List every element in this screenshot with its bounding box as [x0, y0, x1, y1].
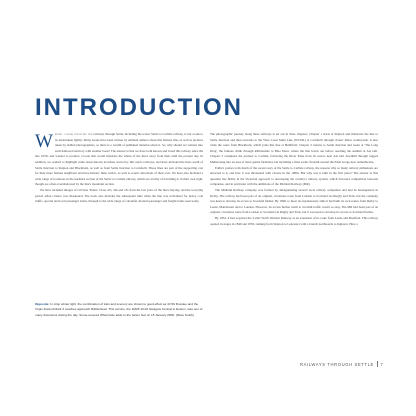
page-number: 7	[380, 361, 384, 367]
right-paragraph-2: Eddie's preface tells much of the recent story of the Settle to Carlisle railway, the reasons why so many railway enthusiasts are attracted to it, and how it was threatened with closure in the 1980s. But why was it built in the first place? The answer to this question lies firmly in the Victorian approach to developing the country's railway system, which favoured competition between companies, and in particular with the ambitions of the Midland Railway (MR).	[210, 165, 378, 187]
right-paragraph-3: The Midland Railway company was formed by amalgamating several local railway companies and had its headquarters in Derby. The railway had been part of an original, circuitous route from London to Scotland via Rugby and York, but the company was keen to develop its access to Scotland further. By 1866, to meet its expansionary aims it had built its own routes from Derby to Leeds, Manchester and to London. However, its access further north to Scottish traffic wasn't so easy. The MR had been part of an original, circuitous route from London to Scotland via Rugby and York, but it was keen to develop its access to Scotland further.	[210, 187, 378, 215]
caption-text: In crisp winter light, the combination of train and scenery are shown to good effect as 47/49 Rosslee and the Virgin-liveried Mark 3 coaches approach Ribblehead. This service, the 1M26 10.02 Glasgow Central to Euston, was one of many diversions during the day. Snow-covered Whernside adds to the winter feel on 15 January 2000. (Dave Smith)	[35, 302, 203, 317]
caption-label: Opposite:	[35, 302, 50, 306]
page-footer	[300, 361, 383, 367]
running-title: RAILWAYS THROUGH SETTLE	[300, 361, 374, 367]
right-column	[210, 132, 378, 227]
left-column	[35, 132, 203, 205]
footer-divider	[377, 361, 378, 367]
opening-smallcaps: riting a book involving the	[54, 132, 93, 136]
right-paragraph-4: By 1852, it had acquired the 'Little' North Western Railway as an extension of its route from Leeds and Bradford. This railway opened in stages in 1849 and 1850, running from Skipton to Lancaster with a branch northwards to Ingleton. Here a	[210, 215, 378, 226]
right-paragraph-1: The photographic journey along these railways is set out in three chapters. Chapter 1 starts at Skipton and illustrates the line to Settle Junction and then onwards to the West Coast Main Line (WCML) at Carnforth through classic Dales countryside. It also visits the route from Blackburn, which joins this line at Hellifield. Chapter 2 returns to Settle Junction and looks at 'The Long Drag', the famous climb through Ribblesdale to Blea Moor, where the line levels out before reaching the summit at Ais Gill. Chapter 3 completes the journey to Carlisle, following the River Eden from its source near Ais Gill downhill through rugged Mallerstang into an area of more gentle farmland, but including a final scenic flourish around the Eden Gorge near Armathwaite.	[210, 132, 378, 164]
photo-caption	[35, 302, 203, 318]
left-paragraph-2: We have included images of rail blue 'Peaks', Class 47s, 40s and 25s from the last years of the line's heyday, and the worrying period when closure was threatened. The book also includes the subsequent time when the line was revitalised for heavy coal traffic, special and local passenger trains, through to the wide range of colourful, modern passenger and freight trains seen today.	[35, 187, 203, 204]
left-paragraph-1-text: railways through Settle, including the iconic Settle to Carlisle railway, is not a task to be undertaken lightly. Many books have been written by eminent authors about this famous line, as well as pictures taken by skilled photographers, so there is a wealth of published material about it. So, why should we venture into such hallowed territory with another book? The answer is that we have both known and loved this railway since the late 1970s and wanted to produce a book that would illustrate the whole of the line's story from their until the present day. In addition, we wanted to highlight some lesser-known locations served by this area's railways, and have included the lines south of Settle Junction to Skipton and Blackburn, as well as from Settle Junction to Carnforth. These lines are part of the supporting cast for their more famous neighbour and have historic links with it, as well as scenic attractions of their own. We have also included a wide range of locations on the northern section of the Settle to Carlisle railway, which are worthy of travelling to in their own right, though are often overshadowed by the line's mountain section.	[35, 132, 203, 187]
left-paragraph-1	[35, 132, 203, 188]
chapter-title: INTRODUCTION	[35, 94, 243, 121]
drop-cap: W	[35, 131, 53, 152]
